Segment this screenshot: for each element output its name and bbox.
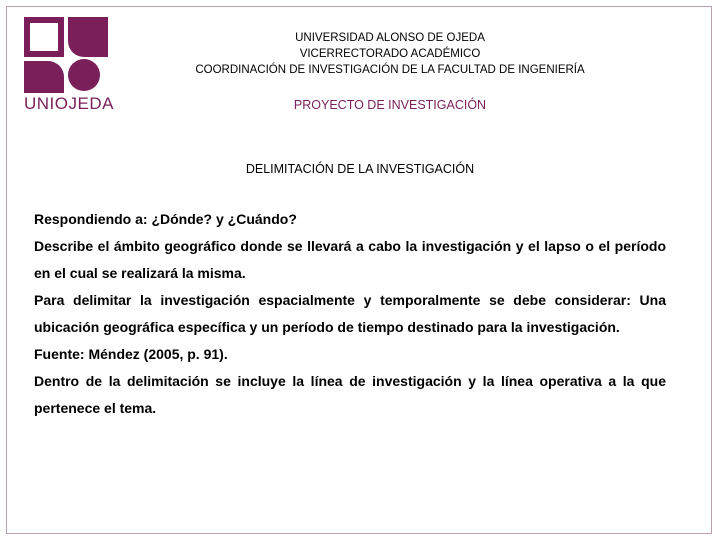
- paragraph-consideration: Para delimitar la investigación espacialmente y temporalmente se debe considerar: Una ubicación geográfica específica y un período de tiempo destinado para la investigación.: [34, 292, 666, 335]
- header-coordinacion: COORDINACIÓN DE INVESTIGACIÓN DE LA FACULTAD DE INGENIERÍA: [195, 64, 585, 76]
- content-body: [34, 206, 666, 422]
- section-title: DELIMITACIÓN DE LA INVESTIGACIÓN: [245, 162, 475, 176]
- header-vicerrectorado: VICERRECTORADO ACADÉMICO: [299, 48, 481, 60]
- paragraph-scope: Dentro de la delimitación se incluye la línea de investigación y la línea operativa a la que pertenece el tema.: [34, 373, 666, 416]
- paragraph-source: Fuente: Méndez (2005, p. 91).: [34, 346, 228, 362]
- project-title: PROYECTO DE INVESTIGACIÓN: [293, 98, 487, 112]
- header-university: UNIVERSIDAD ALONSO DE OJEDA: [295, 32, 485, 44]
- logo-text: UNIOJEDA: [24, 94, 114, 113]
- paragraph-description: Describe el ámbito geográfico donde se llevará a cabo la investigación y el lapso o el período en el cual se realizará la misma.: [34, 238, 666, 281]
- paragraph-question: Respondiendo a: ¿Dónde? y ¿Cuándo?: [34, 211, 297, 227]
